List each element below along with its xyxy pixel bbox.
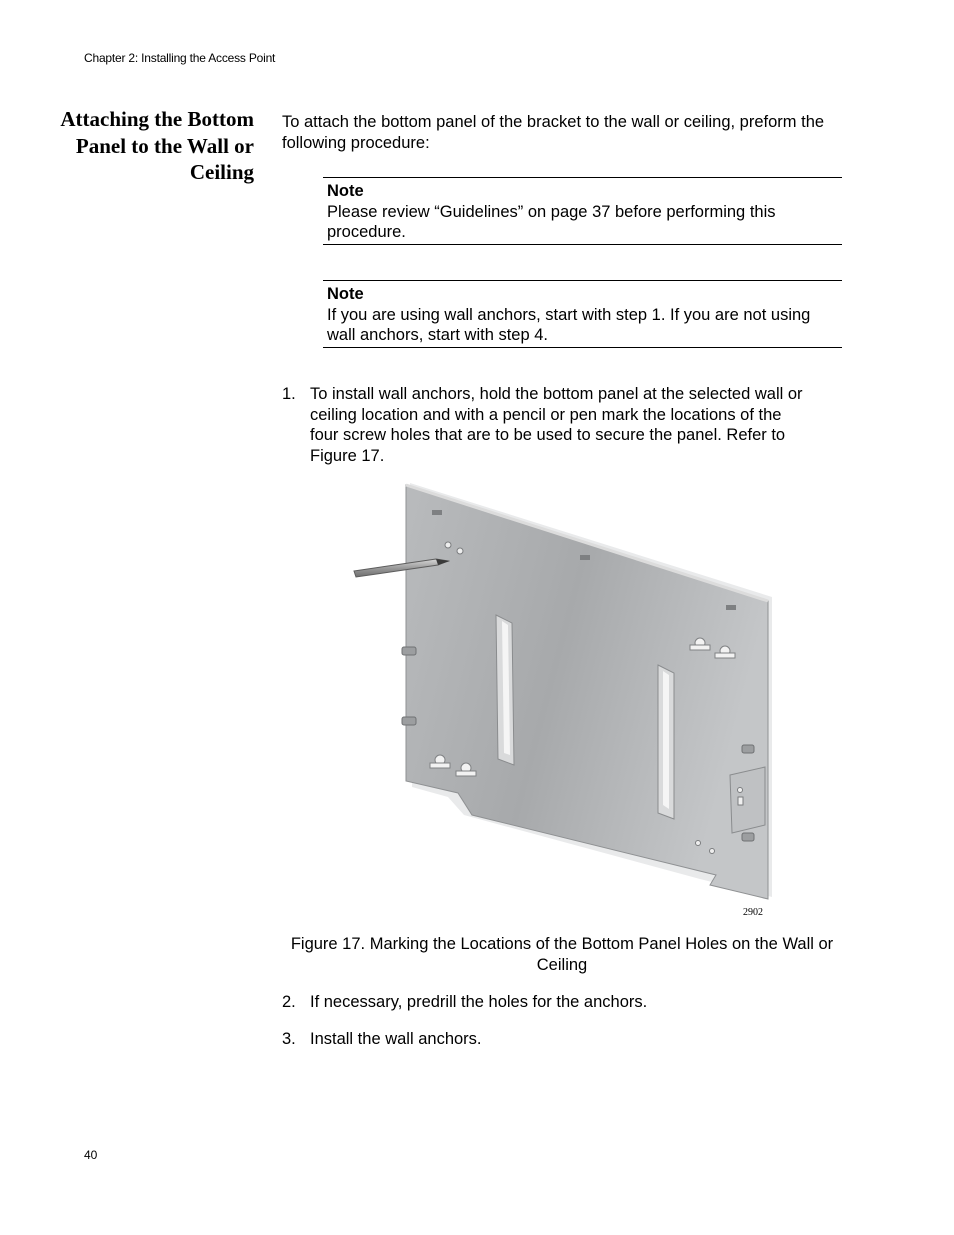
step-text: To install wall anchors, hold the bottom panel at the selected wall or ceiling location and with a pencil or pen mark the locations of the four screw holes that are to be used to secure the panel. Refer to Figure 17. xyxy=(310,385,803,465)
step-text: If necessary, predrill the holes for the anchors. xyxy=(310,993,648,1011)
figure-id-label: 2902 xyxy=(743,907,763,918)
step-item xyxy=(282,1029,842,1050)
page-number: 40 xyxy=(84,1148,98,1162)
figure-illustration xyxy=(340,475,780,925)
step-number: 3. xyxy=(282,1030,296,1048)
section-title: Attaching the Bottom Panel to the Wall or Ceiling xyxy=(60,107,254,184)
figure-caption: Figure 17. Marking the Locations of the Bottom Panel Holes on the Wall or Ceiling xyxy=(290,935,834,974)
running-header: Chapter 2: Installing the Access Point xyxy=(84,51,276,65)
note-text: If you are using wall anchors, start with step 1. If you are not using wall anchors, start with step 4. xyxy=(327,305,811,344)
note-heading: Note xyxy=(327,285,364,303)
intro-paragraph: To attach the bottom panel of the bracket to the wall or ceiling, preform the following procedure: xyxy=(282,113,825,152)
note-box xyxy=(323,177,842,245)
step-number: 1. xyxy=(282,385,296,403)
step-text: Install the wall anchors. xyxy=(310,1030,482,1048)
step-item xyxy=(282,384,842,466)
note-box xyxy=(323,280,842,348)
step-item xyxy=(282,992,842,1013)
note-text: Please review “Guidelines” on page 37 before performing this procedure. xyxy=(327,202,776,241)
note-heading: Note xyxy=(327,182,364,200)
bracket-panel-illustration xyxy=(340,475,780,925)
step-number: 2. xyxy=(282,993,296,1011)
